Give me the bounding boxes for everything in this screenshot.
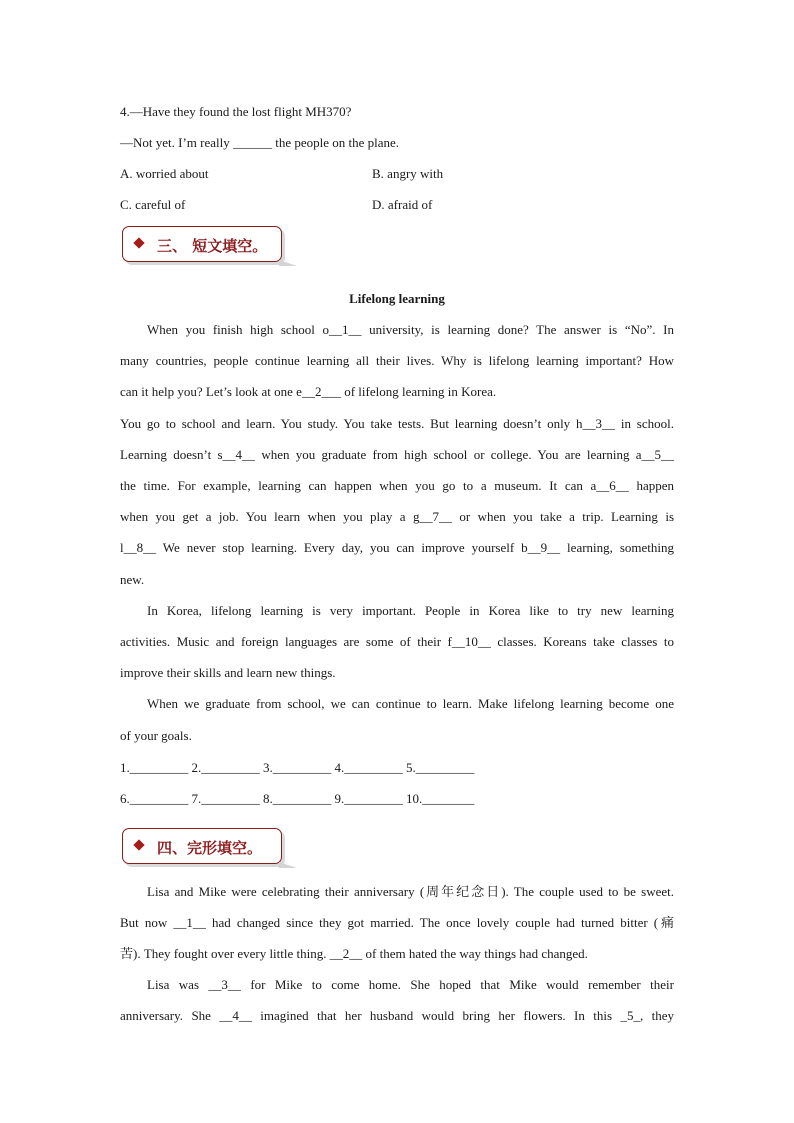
passage-line: 苦). They fought over every little thing. __2__ of them hated the way things had changed. (120, 946, 588, 961)
section-3-heading-text: 三、 短文填空。 (157, 237, 268, 255)
section-4-heading (122, 828, 282, 864)
passage-line: Lisa and Mike were celebrating their anniversary (周年纪念日). The couple used to be sweet. (147, 884, 674, 899)
passage-line: You go to school and learn. You study. You take tests. But learning doesn’t only h__3__ in school. (120, 416, 674, 431)
question-stem: 4.—Have they found the lost flight MH370? (120, 104, 352, 119)
answer-blanks-row-1: 1._________ 2._________ 3._________ 4._________ 5._________ (120, 760, 475, 775)
passage-line: of your goals. (120, 728, 192, 743)
passage-line: When we graduate from school, we can continue to learn. Make lifelong learning become one (147, 696, 674, 711)
section-3-heading (122, 226, 282, 262)
option-d: D. afraid of (372, 197, 433, 212)
diamond-bullet-icon (133, 839, 144, 850)
question-reply: —Not yet. I’m really ______ the people on the plane. (120, 135, 400, 150)
answer-blanks-row-2: 6._________ 7._________ 8._________ 9._________ 10.________ (120, 791, 475, 806)
passage-line: many countries, people continue learning all their lives. Why is lifelong learning important? How (120, 353, 674, 368)
passage-line: activities. Music and foreign languages are some of their f__10__ classes. Koreans take classes to (120, 634, 674, 649)
passage-line: new. (120, 572, 145, 587)
passage-line: anniversary. She __4__ imagined that her husband would bring her flowers. In this _5_, they (120, 1008, 674, 1023)
section-4-heading-text: 四、完形填空。 (157, 839, 263, 857)
passage-line: when you get a job. You learn when you play a g__7__ or when you take a trip. Learning is (120, 509, 674, 524)
diamond-bullet-icon (133, 237, 144, 248)
passage-line: l__8__ We never stop learning. Every day, you can improve yourself b__9__ learning, something (120, 540, 674, 555)
ribbon-tail-decoration (279, 260, 297, 266)
passage-line: But now __1__ had changed since they got married. The once lovely couple had turned bitter (痛 (120, 915, 674, 930)
passage-line: In Korea, lifelong learning is very important. People in Korea like to try new learning (147, 603, 674, 618)
passage-line: can it help you? Let’s look at one e__2___ of lifelong learning in Korea. (120, 384, 497, 399)
passage-line: the time. For example, learning can happen when you go to a museum. It can a__6__ happen (120, 478, 674, 493)
passage-line: Lisa was __3__ for Mike to come home. She hoped that Mike would remember their (147, 977, 674, 992)
option-b: B. angry with (372, 166, 444, 181)
option-a: A. worried about (120, 166, 209, 181)
passage-line: Learning doesn’t s__4__ when you graduate from high school or college. You are learning a__5__ (120, 447, 674, 462)
passage-line: improve their skills and learn new things. (120, 665, 336, 680)
ribbon-tail-decoration (279, 862, 297, 868)
passage-title: Lifelong learning (349, 291, 445, 306)
passage-line: When you finish high school o__1__ university, is learning done? The answer is “No”. In (147, 322, 674, 337)
option-c: C. careful of (120, 197, 186, 212)
